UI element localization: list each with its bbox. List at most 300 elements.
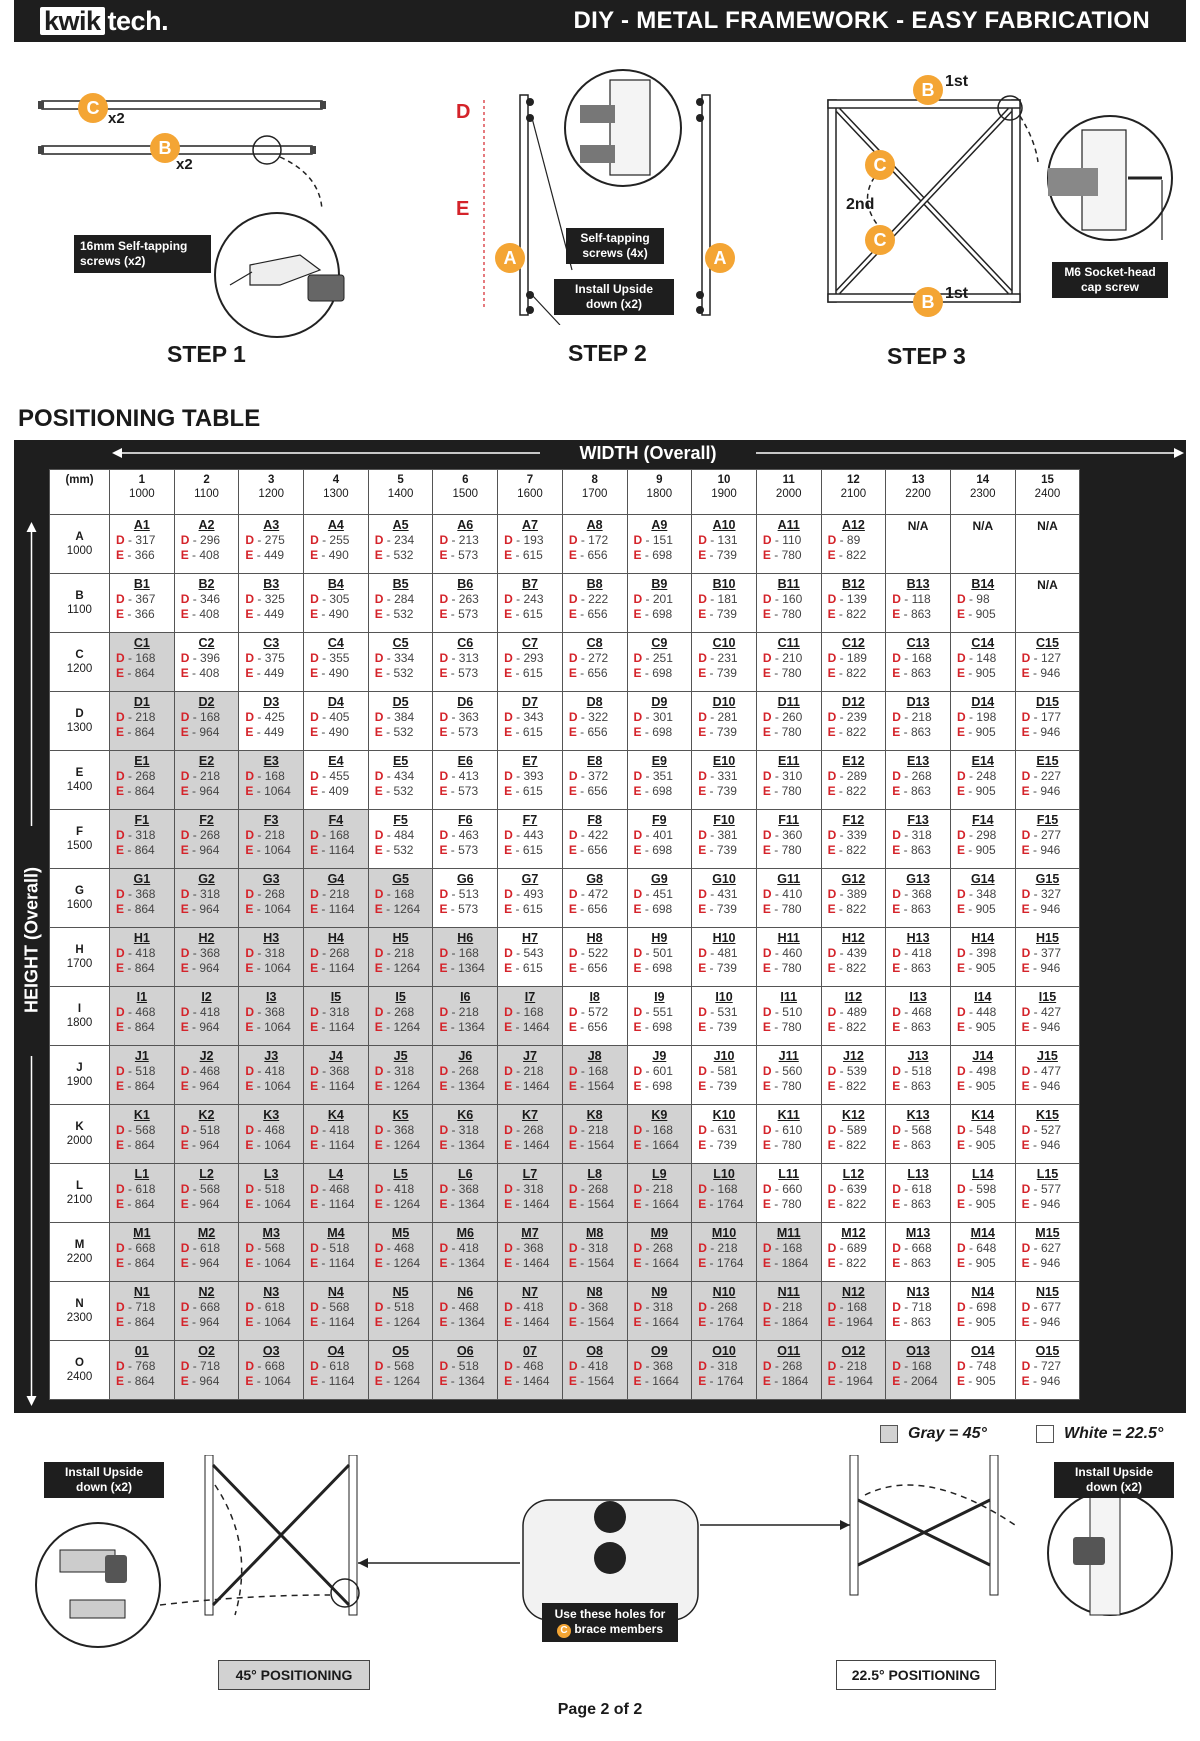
e-value: E - 780 xyxy=(762,902,802,916)
d-value: D - 127 xyxy=(1021,651,1061,665)
cell-id: C10 xyxy=(712,636,736,650)
cell-id: D6 xyxy=(457,695,474,709)
table-cell xyxy=(1015,987,1080,1046)
cell-id: 07 xyxy=(523,1344,537,1358)
table-cell xyxy=(368,987,433,1046)
table-row xyxy=(50,692,1080,751)
e-value: E - 1364 xyxy=(439,1079,485,1093)
e-value: E - 1064 xyxy=(245,1315,291,1329)
d-value: D - 468 xyxy=(310,1182,350,1196)
d-value: D - 368 xyxy=(374,1123,415,1137)
table-cell xyxy=(433,574,498,633)
d-value: D - 118 xyxy=(892,592,931,606)
table-cell xyxy=(627,987,692,1046)
e-value: E - 822 xyxy=(827,725,867,739)
column-header xyxy=(110,470,175,515)
table-cell xyxy=(239,1105,304,1164)
cell-id: D11 xyxy=(777,695,800,709)
cell-id: I1 xyxy=(136,990,148,1004)
d-value: D - 318 xyxy=(504,1182,544,1196)
table-cell xyxy=(821,1046,886,1105)
d-value: D - 168 xyxy=(180,710,221,724)
table-cell xyxy=(239,1341,304,1400)
d-value: D - 422 xyxy=(568,828,609,842)
e-value: E - 1564 xyxy=(568,1315,615,1329)
e-value: E - 1264 xyxy=(374,1197,421,1211)
cell-id: D15 xyxy=(1036,695,1059,709)
d-value: D - 727 xyxy=(1021,1359,1061,1373)
e-value: E - 698 xyxy=(633,548,673,562)
d-value: D - 201 xyxy=(633,592,673,606)
d-value: D - 301 xyxy=(633,710,673,724)
d-value: D - 168 xyxy=(374,887,415,901)
cell-id: E15 xyxy=(1036,754,1059,768)
cell-id: B11 xyxy=(777,577,800,591)
e-value: E - 964 xyxy=(180,961,220,975)
cell-id: K3 xyxy=(263,1108,280,1122)
cell-id: I8 xyxy=(589,990,600,1004)
cell-id: G2 xyxy=(198,872,215,886)
cell-id: C1 xyxy=(133,636,150,650)
e-value: E - 1364 xyxy=(439,961,485,975)
table-cell xyxy=(239,574,304,633)
cell-id: F6 xyxy=(457,813,473,827)
e-value: E - 946 xyxy=(1021,961,1061,975)
table-cell xyxy=(821,869,886,928)
cell-id: J13 xyxy=(907,1049,929,1063)
cell-id: A4 xyxy=(327,518,344,532)
d-value: D - 375 xyxy=(245,651,285,665)
cell-id: A8 xyxy=(586,518,603,532)
d-value: D - 418 xyxy=(892,946,932,960)
column-width-mm: 2400 xyxy=(1034,488,1061,500)
cell-id: H15 xyxy=(1036,931,1059,945)
e-value: E - 739 xyxy=(698,1079,737,1093)
table-cell xyxy=(368,1341,433,1400)
table-cell xyxy=(174,751,239,810)
cell-id: B2 xyxy=(198,577,215,591)
table-cell xyxy=(174,1164,239,1223)
e-value: E - 1064 xyxy=(245,1020,291,1034)
e-value: E - 1364 xyxy=(439,1374,485,1388)
e-value: E - 1464 xyxy=(504,1138,550,1152)
holes-callout-end: brace members xyxy=(574,1622,664,1636)
table-row xyxy=(50,515,1080,574)
e-value: E - 1364 xyxy=(439,1256,485,1270)
e-value: E - 905 xyxy=(956,725,996,739)
table-cell xyxy=(174,1341,239,1400)
row-letter: G xyxy=(75,885,84,897)
width-axis-bar xyxy=(110,440,1186,466)
d-value: D - 268 xyxy=(439,1064,479,1078)
table-cell xyxy=(756,1164,821,1223)
step3-second-label: 2nd xyxy=(846,196,875,213)
e-value: E - 739 xyxy=(698,902,737,916)
d-value: D - 372 xyxy=(568,769,609,783)
e-value: E - 739 xyxy=(698,607,737,621)
table-cell xyxy=(950,810,1015,869)
cell-id: O3 xyxy=(262,1344,280,1358)
table-cell xyxy=(1015,1341,1080,1400)
table-cell xyxy=(627,1046,692,1105)
table-cell xyxy=(304,633,369,692)
cell-id: C4 xyxy=(327,636,344,650)
d-value: D - 168 xyxy=(892,651,932,665)
d-value: D - 268 xyxy=(374,1005,415,1019)
table-cell xyxy=(756,1223,821,1282)
e-value: E - 739 xyxy=(698,548,737,562)
d-value: D - 231 xyxy=(698,651,738,665)
table-cell xyxy=(239,928,304,987)
cell-id: I7 xyxy=(524,990,536,1004)
cell-id: M12 xyxy=(841,1226,866,1240)
table-cell xyxy=(368,1046,433,1105)
d-value: D - 468 xyxy=(116,1005,156,1019)
table-cell xyxy=(174,987,239,1046)
d-value: D - 493 xyxy=(504,887,544,901)
width-axis-label: WIDTH (Overall) xyxy=(579,443,717,463)
na-text: N/A xyxy=(1037,519,1058,533)
cell-id: L5 xyxy=(393,1167,408,1181)
cell-id: O10 xyxy=(712,1344,736,1358)
cell-id: L11 xyxy=(778,1167,800,1181)
d-value: D - 318 xyxy=(892,828,932,842)
d-value: D - 568 xyxy=(374,1359,415,1373)
cell-id: B8 xyxy=(586,577,603,591)
d-value: D - 398 xyxy=(956,946,997,960)
cell-id: I2 xyxy=(201,990,212,1004)
e-value: E - 698 xyxy=(633,725,673,739)
d-value: D - 168 xyxy=(633,1123,673,1137)
table-cell xyxy=(886,515,951,574)
e-value: E - 1764 xyxy=(698,1197,744,1211)
cell-id: M15 xyxy=(1035,1226,1060,1240)
d-value: D - 193 xyxy=(504,533,544,547)
cell-id: A5 xyxy=(392,518,409,532)
cell-id: H4 xyxy=(327,931,344,945)
row-height-mm: 2400 xyxy=(66,1371,93,1383)
d-value: D - 218 xyxy=(374,946,415,960)
document-title: DIY - METAL FRAMEWORK - EASY FABRICATION xyxy=(573,7,1150,34)
d-value: D - 305 xyxy=(310,592,350,606)
d-value: D - 648 xyxy=(956,1241,997,1255)
e-value: E - 905 xyxy=(956,961,996,975)
table-cell xyxy=(433,810,498,869)
table-cell xyxy=(562,692,627,751)
cell-id: K5 xyxy=(392,1108,409,1122)
table-cell xyxy=(110,928,175,987)
cell-id: F3 xyxy=(263,813,279,827)
d-value: D - 531 xyxy=(698,1005,738,1019)
d-value: D - 331 xyxy=(698,769,738,783)
table-cell xyxy=(498,692,563,751)
cell-id: B3 xyxy=(263,577,280,591)
holes-callout xyxy=(542,1603,678,1642)
d-value: D - 298 xyxy=(956,828,997,842)
cell-id: M4 xyxy=(327,1226,345,1240)
column-number: 4 xyxy=(332,474,340,486)
column-width-mm: 1700 xyxy=(581,488,608,500)
cell-id: I13 xyxy=(909,990,927,1004)
column-number: 9 xyxy=(656,474,663,486)
e-value: E - 905 xyxy=(956,1020,996,1034)
e-value: E - 1564 xyxy=(568,1256,615,1270)
table-cell xyxy=(562,1341,627,1400)
e-value: E - 946 xyxy=(1021,1315,1061,1329)
cell-id: K2 xyxy=(198,1108,215,1122)
cell-id: O15 xyxy=(1035,1344,1060,1358)
part-a-badge-left: A xyxy=(495,243,525,273)
column-width-mm: 1300 xyxy=(323,488,349,500)
d-value: D - 351 xyxy=(633,769,673,783)
d-value: D - 568 xyxy=(116,1123,156,1137)
table-cell xyxy=(886,987,951,1046)
row-header xyxy=(50,1223,110,1282)
table-cell xyxy=(433,633,498,692)
e-value: E - 822 xyxy=(827,548,867,562)
table-cell xyxy=(950,633,1015,692)
table-cell xyxy=(174,928,239,987)
e-value: E - 905 xyxy=(956,1138,996,1152)
table-cell xyxy=(174,633,239,692)
row-height-mm: 1000 xyxy=(66,545,93,557)
cell-id: H5 xyxy=(392,931,409,945)
table-cell xyxy=(368,633,433,692)
d-value: D - 310 xyxy=(762,769,803,783)
cell-id: O9 xyxy=(651,1344,668,1358)
cell-id: G14 xyxy=(970,872,995,886)
e-value: E - 863 xyxy=(892,1256,931,1270)
table-cell xyxy=(433,1223,498,1282)
cell-id: M7 xyxy=(521,1226,539,1240)
logo-box-text: kwik xyxy=(40,7,105,35)
table-cell xyxy=(886,1046,951,1105)
e-value: E - 1464 xyxy=(504,1020,550,1034)
e-value: E - 532 xyxy=(374,843,414,857)
d-value: D - 368 xyxy=(504,1241,544,1255)
d-value: D - 275 xyxy=(245,533,285,547)
d-value: D - 198 xyxy=(956,710,997,724)
cell-id: G5 xyxy=(392,872,409,886)
table-cell xyxy=(174,574,239,633)
d-value: D - 177 xyxy=(1021,710,1061,724)
table-cell xyxy=(627,751,692,810)
cell-id: E9 xyxy=(651,754,667,768)
row-height-mm: 1300 xyxy=(66,722,93,734)
cell-id: G3 xyxy=(262,872,280,886)
d-value: D - 425 xyxy=(245,710,285,724)
table-cell xyxy=(239,810,304,869)
d-value: D - 218 xyxy=(504,1064,544,1078)
row-letter: M xyxy=(74,1239,85,1251)
cell-id: N14 xyxy=(971,1285,995,1299)
d-value: D - 431 xyxy=(698,887,738,901)
d-value: D - 389 xyxy=(827,887,867,901)
table-cell xyxy=(756,574,821,633)
d-value: D - 677 xyxy=(1021,1300,1061,1314)
cell-id: H2 xyxy=(198,931,215,945)
table-cell xyxy=(821,1282,886,1341)
d-value: D - 168 xyxy=(698,1182,738,1196)
d-value: D - 498 xyxy=(956,1064,997,1078)
e-value: E - 409 xyxy=(310,784,349,798)
table-cell xyxy=(304,810,369,869)
cell-id: B1 xyxy=(133,577,150,591)
table-cell xyxy=(433,928,498,987)
cell-id: J1 xyxy=(134,1049,149,1063)
e-value: E - 1564 xyxy=(568,1079,615,1093)
d-value: D - 618 xyxy=(116,1182,156,1196)
na-text: N/A xyxy=(907,519,929,533)
e-value: E - 1764 xyxy=(698,1374,744,1388)
cell-id: H6 xyxy=(457,931,474,945)
row-header xyxy=(50,751,110,810)
cell-id: J15 xyxy=(1037,1049,1058,1063)
d-value: D - 451 xyxy=(633,887,673,901)
step3-first-top: 1st xyxy=(945,73,969,90)
table-cell xyxy=(174,1105,239,1164)
cell-id: N10 xyxy=(712,1285,736,1299)
cell-id: D12 xyxy=(841,695,865,709)
e-value: E - 864 xyxy=(116,1079,155,1093)
cell-id: M2 xyxy=(197,1226,216,1240)
e-value: E - 698 xyxy=(633,1079,673,1093)
height-axis-bar xyxy=(14,466,49,1413)
e-value: E - 780 xyxy=(762,1079,802,1093)
table-cell xyxy=(950,1164,1015,1223)
table-row xyxy=(50,751,1080,810)
cell-id: O2 xyxy=(198,1344,215,1358)
d-value: D - 718 xyxy=(892,1300,932,1314)
table-cell xyxy=(110,574,175,633)
table-cell xyxy=(692,1105,757,1164)
cell-id: F10 xyxy=(713,813,735,827)
cell-id: G7 xyxy=(521,872,539,886)
column-header xyxy=(433,470,498,515)
e-value: E - 780 xyxy=(762,725,802,739)
e-value: E - 905 xyxy=(956,1197,996,1211)
row-letter: F xyxy=(75,826,84,838)
d-value: D - 718 xyxy=(116,1300,156,1314)
cell-id: H1 xyxy=(133,931,150,945)
table-cell xyxy=(433,987,498,1046)
cell-id: D9 xyxy=(651,695,668,709)
e-value: E - 1664 xyxy=(633,1197,679,1211)
e-value: E - 964 xyxy=(180,1020,220,1034)
row-height-mm: 1900 xyxy=(66,1076,93,1088)
table-cell xyxy=(886,574,951,633)
table-cell xyxy=(756,633,821,692)
e-value: E - 656 xyxy=(568,843,608,857)
table-cell xyxy=(304,692,369,751)
d-value: D - 139 xyxy=(827,592,867,606)
e-value: E - 573 xyxy=(439,902,479,916)
e-value: E - 780 xyxy=(762,666,802,680)
cell-id: G8 xyxy=(586,872,603,886)
table-cell xyxy=(498,1046,563,1105)
cell-id: F9 xyxy=(652,813,667,827)
e-value: E - 780 xyxy=(762,843,802,857)
cell-id: L8 xyxy=(587,1167,602,1181)
table-cell xyxy=(692,1164,757,1223)
d-value: D - 418 xyxy=(116,946,156,960)
e-value: E - 905 xyxy=(956,784,996,798)
table-cell xyxy=(950,869,1015,928)
d-value: D - 548 xyxy=(956,1123,997,1137)
row-height-mm: 2100 xyxy=(66,1194,93,1206)
table-cell xyxy=(239,751,304,810)
column-number: 12 xyxy=(847,474,860,486)
table-cell xyxy=(627,1282,692,1341)
cell-id: O6 xyxy=(456,1344,474,1358)
e-value: E - 1864 xyxy=(762,1315,809,1329)
table-cell xyxy=(756,1105,821,1164)
column-width-mm: 1600 xyxy=(517,488,543,500)
e-value: E - 863 xyxy=(892,725,931,739)
d-value: D - 268 xyxy=(698,1300,738,1314)
e-value: E - 863 xyxy=(892,607,931,621)
e-value: E - 864 xyxy=(116,784,155,798)
holes-callout-text: Use these holes for xyxy=(554,1607,666,1621)
e-value: E - 946 xyxy=(1021,843,1061,857)
e-value: E - 905 xyxy=(956,1315,996,1329)
table-cell xyxy=(1015,869,1080,928)
d-value: D - 660 xyxy=(762,1182,803,1196)
cell-id: F13 xyxy=(907,813,929,827)
d-value: D - 396 xyxy=(180,651,221,665)
d-value: D - 668 xyxy=(180,1300,221,1314)
d-value: D - 318 xyxy=(374,1064,415,1078)
e-value: E - 615 xyxy=(504,725,543,739)
d-value: D - 234 xyxy=(374,533,415,547)
table-cell xyxy=(886,1164,951,1223)
d-value: D - 318 xyxy=(439,1123,479,1137)
table-cell xyxy=(110,1046,175,1105)
table-cell xyxy=(692,751,757,810)
table-cell xyxy=(368,1105,433,1164)
column-width-mm: 1000 xyxy=(129,488,155,500)
cell-id: A1 xyxy=(133,518,150,532)
table-cell xyxy=(498,1105,563,1164)
d-value: D - 718 xyxy=(180,1359,221,1373)
d-value: D - 368 xyxy=(633,1359,673,1373)
column-header xyxy=(1015,470,1080,515)
e-value: E - 490 xyxy=(310,666,349,680)
e-value: E - 1964 xyxy=(827,1374,873,1388)
cell-id: F5 xyxy=(393,813,408,827)
table-cell xyxy=(239,1164,304,1223)
table-cell xyxy=(304,869,369,928)
e-value: E - 1464 xyxy=(504,1256,550,1270)
e-value: E - 780 xyxy=(762,607,802,621)
cell-id: J12 xyxy=(842,1049,864,1063)
d-value: D - 477 xyxy=(1021,1064,1061,1078)
cell-id: G1 xyxy=(133,872,151,886)
e-value: E - 698 xyxy=(633,666,673,680)
d-value: D - 318 xyxy=(245,946,285,960)
brand-logo xyxy=(40,6,168,36)
table-cell xyxy=(304,515,369,574)
cell-id: N3 xyxy=(263,1285,280,1299)
table-cell xyxy=(562,1164,627,1223)
row-header xyxy=(50,515,110,574)
d-value: D - 618 xyxy=(245,1300,285,1314)
cell-id: C12 xyxy=(841,636,865,650)
d-value: D - 601 xyxy=(633,1064,673,1078)
cell-id: G10 xyxy=(712,872,736,886)
part-b-qty: x2 xyxy=(176,156,193,173)
d-value: D - 572 xyxy=(568,1005,609,1019)
